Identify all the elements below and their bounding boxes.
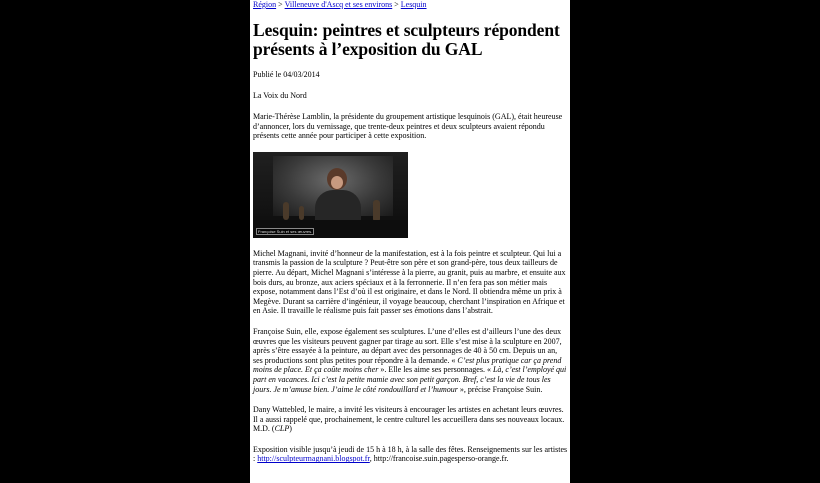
article-paragraph-mayor bbox=[253, 405, 568, 434]
text-span: Dany Wattebled, le maire, a invité les visiteurs à encourager les artistes en achetant leurs œuvres. Il a aussi rappelé que, prochainement, le centre culturel les accueillera dans ses nouveaux locaux. M.D. ( bbox=[253, 405, 565, 434]
text-span: ». Elle les aime ses personnages. « bbox=[378, 365, 493, 375]
quote-text: C’est plus pratique car ça prend moins de place. Et ça coûte moins cher bbox=[253, 355, 562, 375]
article-paragraph-info bbox=[253, 445, 568, 464]
clp-abbreviation: CLP bbox=[274, 424, 290, 434]
photo-sculpture bbox=[373, 200, 380, 222]
photo-caption: Françoise Suin et ses œuvres. bbox=[258, 228, 313, 234]
breadcrumb-link-villeneuve[interactable]: Villeneuve d'Ascq et ses environs bbox=[284, 0, 393, 9]
article-paragraph-magnani: Michel Magnani, invité d’honneur de la manifestation, est à la fois peintre et sculpteur. Qui lui a transmis la passion de la sculpture ? Peut-être son père et son grand-père, tous deux tailleurs de pierre. Au départ, Michel Magnani s’intéresse à la pierre, au granit, puis au marbre, et ensuite aux bois durs, au bronze, aux aciers spéciaux et à la ferronnerie. Il n’en fera pas son métier mais expose, notamment dans l’Est d’où il est originaire, et dans le Nord. Il obtiendra même un prix à Megève. Durant sa carrière d’ingénieur, il voyage beaucoup, cherchant l’inspiration en Afrique et en Asie. Il travaille le réalisme puis fait passer ses émotions dans l’abstrait. bbox=[253, 248, 566, 316]
text-span: Exposition visible jusqu’à jeudi de 15 h à 18 h, à la salle des fêtes. Renseignements sur les artistes : bbox=[253, 444, 568, 464]
article-photo bbox=[253, 152, 408, 238]
text-span: ) bbox=[289, 424, 292, 434]
publish-date: Publié le 04/03/2014 bbox=[253, 70, 320, 79]
text-span: Françoise Suin, elle, expose également ses sculptures. L’une d’elles est d’ailleurs l’une des deux œuvres que les visiteurs peuvent gagner par tirage au sort. Elle s’est mise à la sculpture en 2007, après s’être essayée à la peinture, au départ avec des personnages de 40 à 50 cm. Depuis un an, ses productions sont plus petites pour répondre à la demande. « bbox=[253, 326, 562, 365]
magnani-blog-link[interactable]: http://sculpteurmagnani.blogspot.fr bbox=[257, 454, 370, 464]
breadcrumb bbox=[253, 0, 568, 10]
photo-person-face bbox=[331, 176, 343, 189]
photo-sculpture bbox=[283, 202, 289, 220]
photo-sculpture bbox=[299, 206, 304, 220]
article-paragraph-suin bbox=[253, 327, 568, 394]
article-intro: Marie-Thérèse Lamblin, la présidente du groupement artistique lesquinois (GAL), était heureuse d’annoncer, lors du vernissage, que trente-deux peintres et deux sculpteurs avaient répondu présents cette année pour participer à cette exposition. bbox=[253, 112, 563, 141]
article-source: La Voix du Nord bbox=[253, 91, 307, 100]
article-page bbox=[250, 0, 570, 483]
article-title: Lesquin: peintres et sculpteurs répondent présents à l’exposition du GAL bbox=[253, 20, 560, 59]
quote-text: Là, c’est l’employé qui part en vacances. Ici c’est la petite mamie avec son petit garçon. Bref, c’est la vie de tous les jours. Je m’amuse bien. J’aime le côté rondouillard et l’humour bbox=[253, 365, 567, 394]
breadcrumb-separator: > bbox=[278, 0, 283, 9]
text-span: », précise Françoise Suin. bbox=[457, 384, 543, 394]
breadcrumb-link-lesquin[interactable]: Lesquin bbox=[400, 0, 427, 9]
text-span: , http://francoise.suin.pagesperso-orange.fr. bbox=[369, 454, 509, 464]
breadcrumb-link-region[interactable]: Région bbox=[253, 0, 277, 9]
breadcrumb-separator: > bbox=[394, 0, 399, 9]
